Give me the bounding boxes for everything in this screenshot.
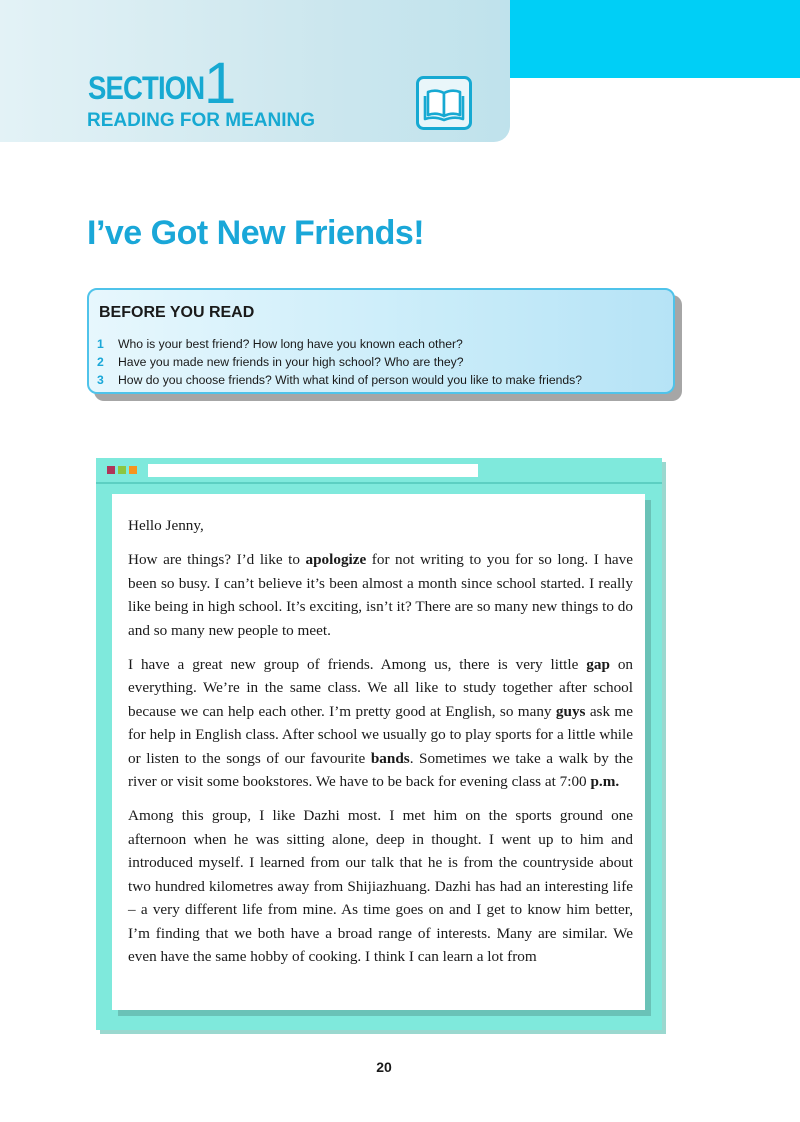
question-item [97, 353, 582, 371]
open-book-icon [416, 76, 472, 130]
question-number: 1 [97, 337, 104, 351]
header-accent-block [510, 0, 800, 78]
vocabulary-word: apologize [305, 551, 367, 569]
question-text: How do you choose friends? With what kind of person would you like to make friends? [118, 373, 583, 387]
letter-paragraph: How are things? I’d like to apologize for not writing to you for so long. I have been so busy. I can’t believe it’s been almost a month since school started. I really like being in high school. It’s exciting, isn’t it? There are so many new things to do and so many new people to meet. [128, 551, 633, 639]
vocabulary-word: gap [586, 656, 610, 674]
letter-greeting: Hello Jenny, [128, 517, 204, 534]
vocabulary-word: p.m. [590, 773, 620, 791]
letter-paper [112, 494, 645, 1010]
question-item [97, 371, 582, 389]
question-number: 3 [97, 373, 104, 387]
section-subtitle: READING FOR MEANING [87, 110, 315, 131]
window-dot-green [118, 466, 126, 474]
section-number: 1 [204, 51, 237, 116]
section-label: SECTION [88, 70, 205, 106]
lesson-title: I’ve Got New Friends! [87, 214, 425, 252]
question-item [97, 335, 582, 353]
vocabulary-word: guys [555, 702, 586, 720]
letter-paragraph: Among this group, I like Dazhi most. I met him on the sports ground one afternoon when he was sitting alone, deep in thought. I went up to him and introduced myself. I learned from our talk that he is from the countryside about two hundred kilometres away from Shijiazhuang. Dazhi has had an interesting life – a very different life from mine. As time goes on and I get to know him better, I’m finding that we both have a broad range of interests. Many are similar. We even have the same hobby of cooking. I think I can learn a lot from [128, 807, 633, 965]
question-text: Have you made new friends in your high school? Who are they? [118, 355, 464, 369]
letter-body [128, 514, 633, 979]
question-text: Who is your best friend? How long have you known each other? [118, 337, 463, 351]
vocabulary-word: bands [370, 749, 410, 767]
window-dot-orange [129, 466, 137, 474]
window-titlebar-divider [96, 482, 662, 484]
before-you-read-box [87, 288, 675, 394]
letter-paragraph: I have a great new group of friends. Among us, there is very little gap on everything. We’re in the same class. We all like to study together after school because we can help each other. I’m pretty good at English, so many guys ask me for help in English class. After school we usually go to play sports for a little while or listen to the songs of our favourite bands. Sometimes we take a walk by the river or visit some bookstores. We have to be back for evening class at 7:00 p.m. [128, 656, 634, 791]
page-number: 20 [376, 1059, 392, 1075]
window-dot-red [107, 466, 115, 474]
before-you-read-heading: BEFORE YOU READ [99, 304, 255, 321]
question-number: 2 [97, 355, 104, 369]
address-bar [148, 464, 478, 477]
before-you-read-questions [97, 335, 582, 389]
